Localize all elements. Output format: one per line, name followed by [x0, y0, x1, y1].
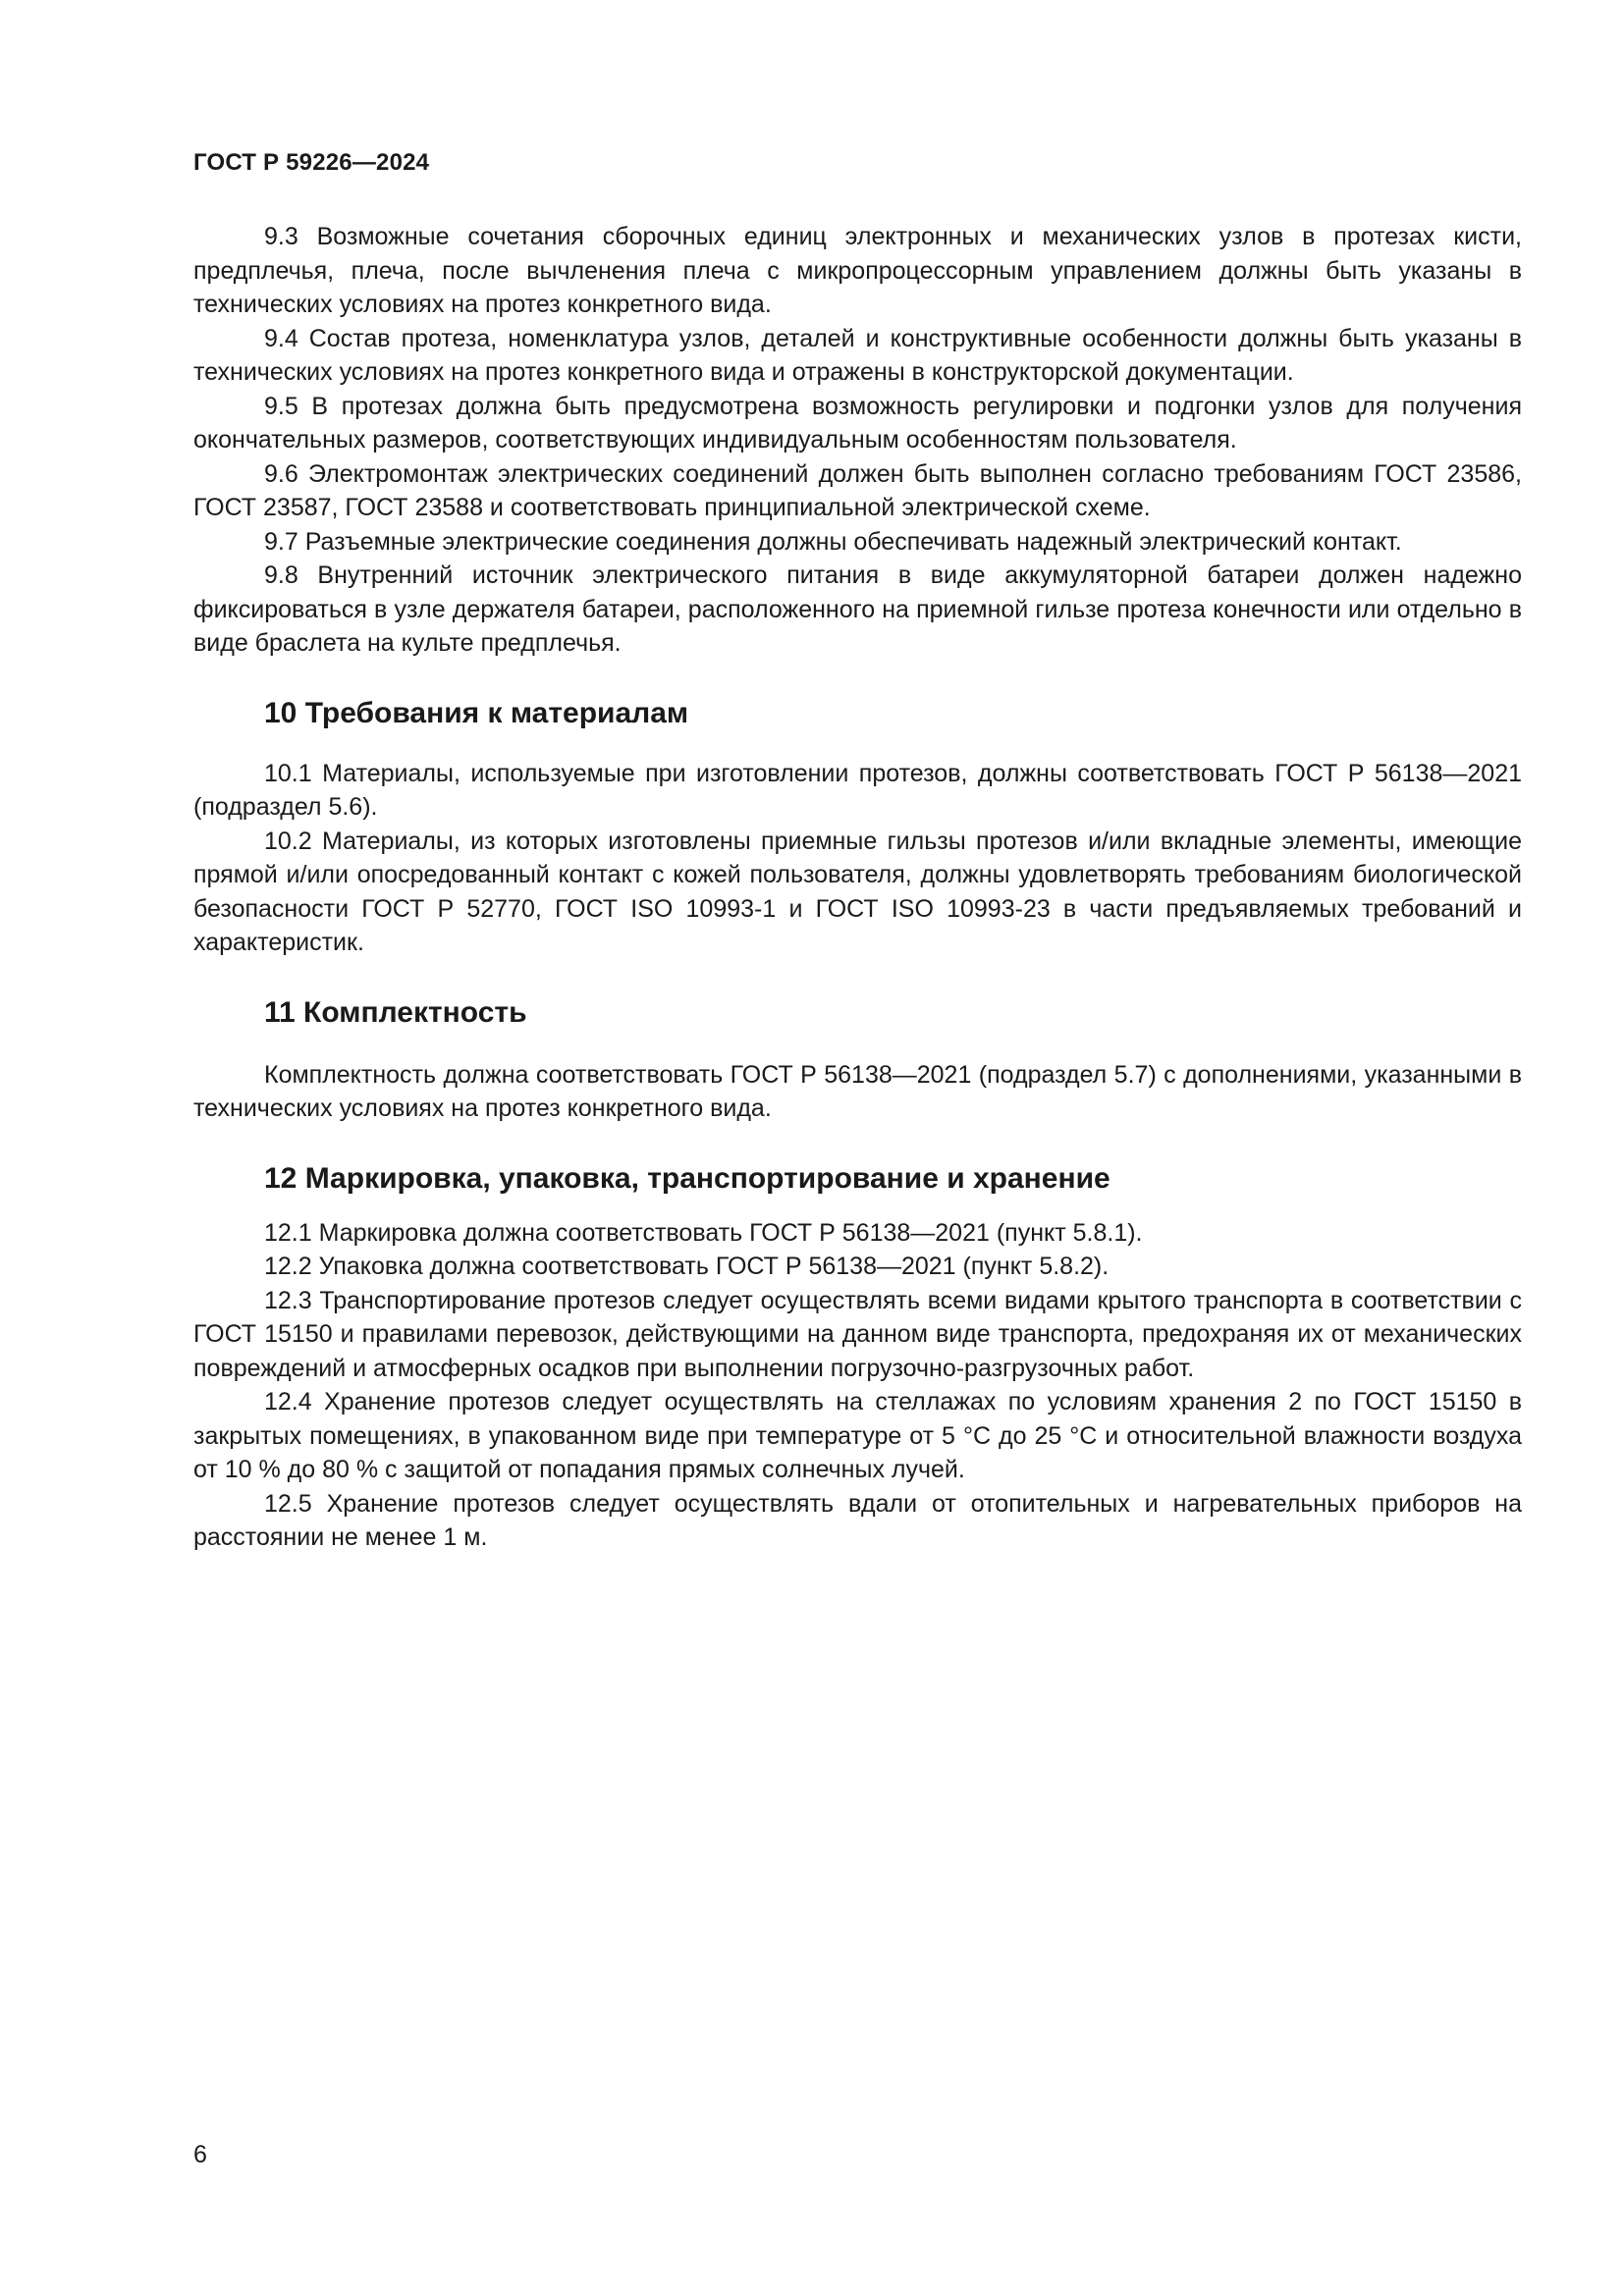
document-code-header: ГОСТ Р 59226—2024: [193, 149, 430, 176]
paragraph-9-7: 9.7 Разъемные электрические соединения должны обеспечивать надежный электрический контакт.: [264, 527, 1402, 556]
paragraph-9-3: 9.3 Возможные сочетания сборочных единиц электронных и механических узлов в протезах кисти, предплечья, плеча, после вычленения плеча с микропроцессорным управлением должны быть указаны в технических условиях на протез конкретного вида.: [193, 223, 1522, 318]
paragraph-9-6: 9.6 Электромонтаж электрических соединений должен быть выполнен согласно требованиям ГОСТ 23586, ГОСТ 23587, ГОСТ 23588 и соответствовать принципиальной электрической схеме.: [193, 459, 1522, 521]
paragraph-12-5: 12.5 Хранение протезов следует осуществлять вдали от отопительных и нагревательных приборов на расстоянии не менее 1 м.: [193, 1489, 1522, 1551]
paragraph-12-3: 12.3 Транспортирование протезов следует осуществлять всеми видами крытого транспорта в соответствии с ГОСТ 15150 и правилами перевозок, действующими на данном виде транспорта, предохраняя их от механических повреждений и атмосферных осадков при выполнении погрузочно-разгрузочных работ.: [193, 1286, 1522, 1382]
section-title-completeness: 11 Комплектность: [264, 995, 527, 1029]
paragraph-9-8: 9.8 Внутренний источник электрического питания в виде аккумуляторной батареи должен надежно фиксироваться в узле держателя батареи, расположенного на приемной гильзе протеза конечности или отдельно в виде браслета на культе предплечья.: [193, 561, 1522, 657]
paragraph-12-4: 12.4 Хранение протезов следует осуществлять на стеллажах по условиям хранения 2 по ГОСТ 15150 в закрытых помещениях, в упакованном виде при температуре от 5 °С до 25 °С и относительной влажности воздуха от 10 % до 80 % с защитой от попадания прямых солнечных лучей.: [193, 1388, 1522, 1483]
paragraph-9-5: 9.5 В протезах должна быть предусмотрена возможность регулировки и подгонки узлов для получения окончательных размеров, соответствующих индивидуальным особенностям пользователя.: [193, 392, 1522, 454]
document-body: [193, 220, 1522, 1555]
paragraph-9-4: 9.4 Состав протеза, номенклатура узлов, деталей и конструктивные особенности должны быть указаны в технических условиях на протез конкретного вида и отражены в конструкторской документации.: [193, 324, 1522, 386]
section-title-marking-packaging: 12 Маркировка, упаковка, транспортирование и хранение: [264, 1161, 1110, 1195]
paragraph-10-1: 10.1 Материалы, используемые при изготовлении протезов, должны соответствовать ГОСТ Р 56138—2021 (подраздел 5.6).: [193, 759, 1522, 821]
page-number: 6: [193, 2141, 207, 2168]
paragraph-12-1: 12.1 Маркировка должна соответствовать ГОСТ Р 56138—2021 (пункт 5.8.1).: [264, 1218, 1143, 1247]
paragraph-12-2: 12.2 Упаковка должна соответствовать ГОСТ Р 56138—2021 (пункт 5.8.2).: [264, 1253, 1110, 1280]
paragraph-10-2: 10.2 Материалы, из которых изготовлены приемные гильзы протезов и/или вкладные элементы, имеющие прямой и/или опосредованный контакт с кожей пользователя, должны удовлетворять требованиям биологической безопасности ГОСТ Р 52770, ГОСТ ISO 10993-1 и ГОСТ ISO 10993-23 в части предъявляемых требований и характеристик.: [193, 827, 1522, 956]
paragraph-11: Комплектность должна соответствовать ГОСТ Р 56138—2021 (подраздел 5.7) с дополнениями, указанными в технических условиях на протез конкретного вида.: [193, 1060, 1522, 1122]
section-title-materials: 10 Требования к материалам: [264, 696, 689, 729]
